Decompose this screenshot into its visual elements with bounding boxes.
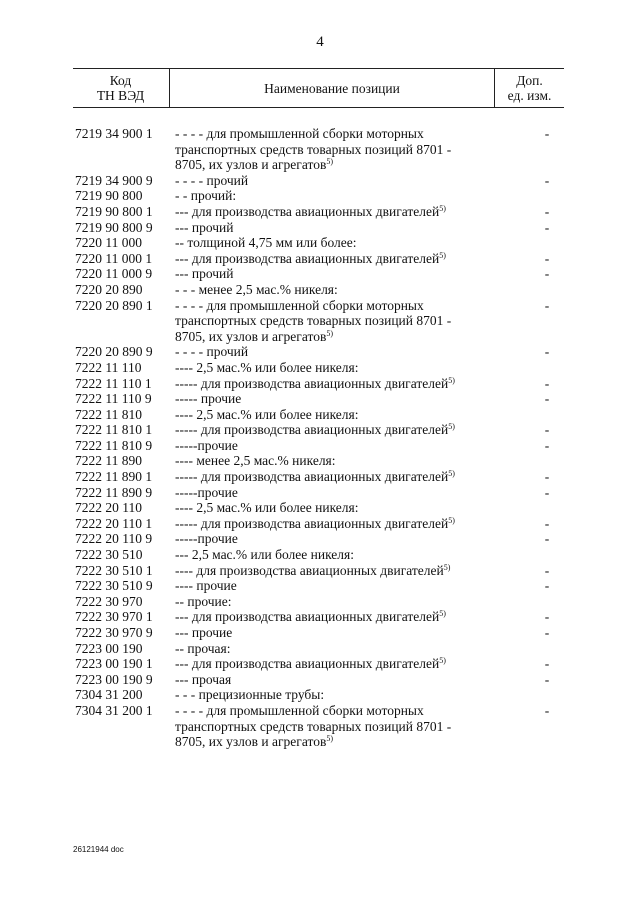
table-row	[75, 641, 564, 657]
row-name-line	[175, 282, 505, 298]
row-name	[175, 485, 505, 501]
row-name-text: - - - менее 2,5 мас.% никеля:	[175, 281, 338, 297]
row-name-line	[175, 422, 505, 438]
row-name-line	[175, 298, 505, 314]
row-name-text: --- для производства авиационных двигателей	[175, 609, 440, 625]
row-name-line	[175, 188, 505, 204]
row-name-text: ----- для производства авиационных двигателей	[175, 515, 449, 531]
row-name-line	[175, 563, 505, 579]
header-code	[73, 69, 168, 107]
row-name-text: - - - - прочий	[175, 172, 249, 188]
table-row	[75, 204, 564, 220]
row-name-line	[175, 329, 505, 345]
row-name-text: - - прочий:	[175, 188, 237, 204]
row-code: 7219 90 800 1	[75, 203, 153, 219]
row-name-line	[175, 578, 505, 594]
row-name	[175, 594, 505, 610]
row-name	[175, 531, 505, 547]
row-name-text: - - - - для промышленной сборки моторных	[175, 297, 424, 313]
row-name	[175, 547, 505, 563]
table-header	[73, 68, 564, 108]
row-name-line	[175, 703, 505, 719]
row-code: 7222 11 890	[75, 453, 142, 469]
row-code: 7222 11 890 1	[75, 469, 153, 485]
row-name-text: -- толщиной 4,75 мм или более:	[175, 235, 357, 251]
row-name	[175, 687, 505, 703]
row-name-text: - - - - для промышленной сборки моторных	[175, 126, 424, 141]
footnote-ref: 5)	[448, 422, 455, 432]
row-name	[175, 282, 505, 298]
table-row	[75, 344, 564, 360]
header-code-line1: Код	[109, 73, 132, 88]
table-row	[75, 407, 564, 423]
row-unit: -	[544, 469, 550, 485]
row-name-line	[175, 500, 505, 516]
row-code: 7222 11 810	[75, 406, 142, 422]
row-unit: -	[544, 531, 550, 547]
footnote-ref: 5)	[443, 562, 451, 572]
row-code: 7222 30 970	[75, 593, 143, 609]
row-unit: -	[544, 297, 550, 313]
row-unit: -	[544, 437, 550, 453]
row-name-text: --- прочий	[175, 266, 234, 282]
row-code: 7222 11 110	[75, 359, 142, 375]
footnote-ref: 5)	[439, 656, 446, 666]
row-unit: -	[544, 203, 550, 219]
row-name-line	[175, 266, 505, 282]
row-code: 7220 20 890 1	[75, 297, 153, 313]
table-row	[75, 376, 564, 392]
row-name-line	[175, 625, 505, 641]
footnote-ref: 5)	[326, 328, 333, 338]
row-name-line	[175, 734, 505, 750]
row-name	[175, 298, 505, 345]
row-code: 7222 20 110 9	[75, 531, 153, 547]
row-name-line	[175, 531, 505, 547]
row-name-text: --- для производства авиационных двигателей	[175, 203, 440, 219]
row-name	[175, 266, 505, 282]
row-code: 7220 20 890 9	[75, 344, 153, 360]
row-name	[175, 407, 505, 423]
table-row	[75, 298, 564, 345]
table-row	[75, 594, 564, 610]
row-name-line	[175, 204, 505, 220]
row-unit: -	[544, 344, 550, 360]
table-row	[75, 453, 564, 469]
footnote-ref: 5)	[439, 250, 446, 260]
row-name	[175, 220, 505, 236]
row-name	[175, 469, 505, 485]
row-name-text: 8705, их узлов и агрегатов	[175, 734, 327, 750]
row-name-text: -----прочие	[175, 437, 238, 453]
row-name-text: --- 2,5 мас.% или более никеля:	[175, 547, 355, 563]
row-unit: -	[544, 375, 550, 391]
row-name-text: 8705, их узлов и агрегатов	[175, 157, 327, 173]
row-name	[175, 188, 505, 204]
table-row	[75, 282, 564, 298]
footnote-ref: 5)	[439, 609, 446, 619]
header-unit	[495, 69, 564, 107]
row-name-line	[175, 641, 505, 657]
row-name-line	[175, 407, 505, 423]
row-name-line	[175, 485, 505, 501]
row-name-text: ---- 2,5 мас.% или более никеля:	[175, 406, 359, 422]
row-name	[175, 360, 505, 376]
footnote-ref: 5)	[448, 375, 455, 385]
row-unit: -	[544, 625, 550, 640]
table-row	[75, 485, 564, 501]
row-name-line	[175, 220, 505, 236]
table-row	[75, 547, 564, 563]
row-name	[175, 344, 505, 360]
table-row	[75, 173, 564, 189]
table-row	[75, 438, 564, 454]
row-name-line	[175, 251, 505, 267]
row-name-line	[175, 126, 505, 142]
row-name-text: -----прочие	[175, 484, 238, 500]
row-code: 7304 31 200 1	[75, 702, 153, 718]
row-name-text: -----прочие	[175, 531, 238, 547]
row-name-text: ---- прочие	[175, 578, 237, 594]
row-name	[175, 656, 505, 672]
row-code: 7220 11 000 9	[75, 266, 153, 282]
row-unit: -	[544, 656, 550, 672]
row-name-line	[175, 719, 505, 735]
footer-docname: 26121944 doc	[73, 845, 124, 854]
table-row	[75, 188, 564, 204]
row-name-line	[175, 157, 505, 173]
row-name	[175, 672, 505, 688]
row-name-text: ---- менее 2,5 мас.% никеля:	[175, 453, 336, 469]
row-name-line	[175, 142, 505, 158]
table-row	[75, 703, 564, 750]
row-name-text: - - - - прочий	[175, 344, 249, 360]
row-unit: -	[544, 609, 550, 625]
table-row	[75, 220, 564, 236]
row-code: 7219 90 800 9	[75, 219, 153, 235]
table-row	[75, 609, 564, 625]
row-name-text: -- прочие:	[175, 593, 232, 609]
row-name-text: -- прочая:	[175, 640, 231, 656]
table-row	[75, 687, 564, 703]
row-name-line	[175, 391, 505, 407]
row-name-line	[175, 376, 505, 392]
table-row	[75, 266, 564, 282]
row-name-line	[175, 609, 505, 625]
row-code: 7222 11 890 9	[75, 484, 153, 500]
row-name-text: транспортных средств товарных позиций 8701 -	[175, 313, 452, 329]
row-name	[175, 173, 505, 189]
row-name-line	[175, 594, 505, 610]
footnote-ref: 5)	[448, 469, 455, 479]
row-name	[175, 500, 505, 516]
table-row	[75, 531, 564, 547]
row-name-line	[175, 672, 505, 688]
row-unit: -	[544, 671, 550, 687]
row-name	[175, 251, 505, 267]
table-row	[75, 251, 564, 267]
table-row	[75, 578, 564, 594]
row-unit: -	[544, 172, 550, 188]
row-code: 7219 34 900 9	[75, 172, 153, 188]
table-row	[75, 516, 564, 532]
row-unit: -	[544, 515, 550, 531]
row-name-text: ---- 2,5 мас.% или более никеля:	[175, 500, 359, 516]
row-unit: -	[544, 219, 550, 235]
row-code: 7219 34 900 1	[75, 126, 153, 141]
row-code: 7222 20 110	[75, 500, 142, 516]
table-row	[75, 391, 564, 407]
row-name-text: 8705, их узлов и агрегатов	[175, 328, 327, 344]
row-name	[175, 438, 505, 454]
row-code: 7223 00 190	[75, 640, 143, 656]
row-name-text: --- прочие	[175, 625, 233, 640]
row-name-line	[175, 656, 505, 672]
row-code: 7304 31 200	[75, 687, 143, 703]
row-code: 7220 11 000	[75, 235, 142, 251]
header-unit-line2: ед. изм.	[507, 88, 552, 103]
table-row	[75, 625, 564, 641]
row-name-line	[175, 516, 505, 532]
row-code: 7222 11 110 1	[75, 375, 152, 391]
row-name	[175, 204, 505, 220]
row-name-line	[175, 313, 505, 329]
footnote-ref: 5)	[439, 203, 446, 213]
row-code: 7223 00 190 9	[75, 671, 153, 687]
row-name	[175, 578, 505, 594]
row-unit: -	[544, 702, 550, 718]
row-name-line	[175, 360, 505, 376]
table-row	[75, 422, 564, 438]
row-name	[175, 563, 505, 579]
page-number: 4	[316, 34, 324, 50]
row-code: 7222 30 510	[75, 547, 143, 563]
row-name-text: транспортных средств товарных позиций 8701 -	[175, 718, 452, 734]
row-unit: -	[544, 422, 550, 438]
row-code: 7222 11 110 9	[75, 391, 152, 407]
row-unit: -	[544, 266, 550, 282]
table-body	[75, 126, 564, 750]
row-name-line	[175, 469, 505, 485]
table-row	[75, 235, 564, 251]
row-name-line	[175, 453, 505, 469]
row-code: 7222 11 810 9	[75, 437, 153, 453]
row-name-line	[175, 438, 505, 454]
row-name-line	[175, 547, 505, 563]
table-row	[75, 656, 564, 672]
row-name	[175, 703, 505, 750]
row-name-text: --- для производства авиационных двигателей	[175, 250, 440, 266]
row-code: 7223 00 190 1	[75, 656, 153, 672]
table-row	[75, 360, 564, 376]
row-code: 7222 30 970 1	[75, 609, 153, 625]
row-unit: -	[544, 126, 550, 141]
row-code: 7222 30 970 9	[75, 625, 153, 640]
row-name-text: ---- для производства авиационных двигателей	[175, 562, 444, 578]
header-unit-line1: Доп.	[516, 73, 543, 88]
row-name	[175, 376, 505, 392]
row-name-text: --- прочий	[175, 219, 234, 235]
row-name-text: транспортных средств товарных позиций 8701 -	[175, 141, 452, 157]
table-row	[75, 563, 564, 579]
row-name	[175, 641, 505, 657]
row-name-text: --- прочая	[175, 671, 232, 687]
row-unit: -	[544, 562, 550, 578]
row-name-text: ----- прочие	[175, 391, 242, 407]
table-row	[75, 500, 564, 516]
row-name	[175, 391, 505, 407]
footnote-ref: 5)	[448, 515, 455, 525]
row-name-text: - - - - для промышленной сборки моторных	[175, 702, 424, 718]
row-code: 7222 30 510 9	[75, 578, 153, 594]
row-name	[175, 422, 505, 438]
row-name	[175, 516, 505, 532]
header-code-line2: ТН ВЭД	[96, 88, 145, 103]
row-name	[175, 126, 505, 173]
header-name: Наименование позиции	[169, 69, 495, 107]
row-code: 7222 30 510 1	[75, 562, 153, 578]
row-name-text: ---- 2,5 мас.% или более никеля:	[175, 359, 359, 375]
row-name-text: ----- для производства авиационных двигателей	[175, 469, 449, 485]
row-name-text: ----- для производства авиационных двигателей	[175, 422, 449, 438]
row-code: 7220 11 000 1	[75, 250, 153, 266]
row-name	[175, 235, 505, 251]
row-unit: -	[544, 250, 550, 266]
table-row	[75, 469, 564, 485]
table-row	[75, 126, 564, 173]
row-code: 7222 11 810 1	[75, 422, 153, 438]
row-name-line	[175, 173, 505, 189]
row-name-text: - - - прецизионные трубы:	[175, 687, 325, 703]
row-unit: -	[544, 578, 550, 594]
row-name-text: ----- для производства авиационных двигателей	[175, 375, 449, 391]
row-name-line	[175, 235, 505, 251]
row-name	[175, 625, 505, 641]
row-unit: -	[544, 484, 550, 500]
footnote-ref: 5)	[326, 734, 333, 744]
row-name	[175, 609, 505, 625]
row-code: 7222 20 110 1	[75, 515, 153, 531]
row-unit: -	[544, 391, 550, 407]
row-name-text: --- для производства авиационных двигателей	[175, 656, 440, 672]
row-code: 7220 20 890	[75, 281, 143, 297]
row-name-line	[175, 687, 505, 703]
row-name	[175, 453, 505, 469]
row-name-line	[175, 344, 505, 360]
table-row	[75, 672, 564, 688]
row-code: 7219 90 800	[75, 188, 143, 204]
footnote-ref: 5)	[326, 157, 333, 167]
